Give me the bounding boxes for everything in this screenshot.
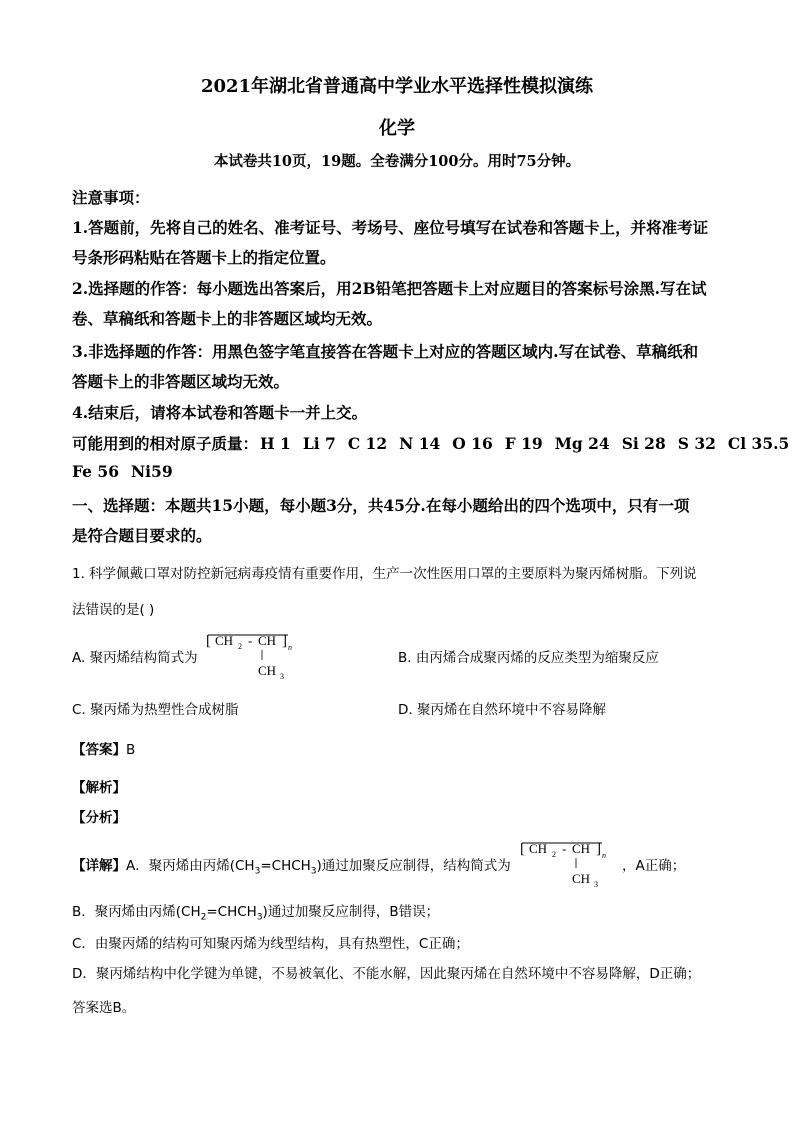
notice-heading: 注意事项：: [72, 188, 150, 207]
atomic-mass: S 32: [677, 434, 716, 453]
detail-b-text: )通过加聚反应制得，B错误；: [262, 904, 440, 920]
detail-b-text: B．聚丙烯由丙烯(CH: [72, 904, 201, 920]
option-d: D. 聚丙烯在自然环境中不容易降解: [398, 702, 606, 718]
formula-ch3-sub: 3: [280, 672, 284, 681]
answer-value: B: [126, 742, 136, 758]
formula-ch: CH: [258, 633, 277, 648]
analysis-tag: 【解析】: [72, 780, 126, 796]
formula-ch3-sub: 3: [594, 880, 598, 889]
atomic-mass: H 1: [260, 434, 291, 453]
atomic-mass: N 14: [399, 434, 441, 453]
formula-ch2: CH: [215, 633, 234, 648]
atomic-mass: Cl 35.5: [727, 434, 790, 453]
section-1-heading-line-2: 是符合题目要求的。: [72, 526, 212, 545]
subscript: 2: [200, 912, 207, 923]
detail-a-line: [72, 854, 511, 877]
notice-item-2-line-1: 2.选择题的作答：每小题选出答案后，用2B铅笔把答题卡上对应题目的答案标号涂黑.写在试: [72, 279, 707, 298]
formula-dash: -: [562, 841, 567, 856]
notice-item-3-line-2: 答题卡上的非答题区域均无效。: [72, 372, 290, 391]
atomic-mass: F 19: [504, 434, 543, 453]
atomic-mass: C 12: [347, 434, 388, 453]
formula-n: n: [288, 643, 292, 652]
formula-ch: CH: [572, 841, 591, 856]
polypropylene-formula-detail: [520, 838, 620, 890]
detail-b-text: =CHCH: [206, 904, 257, 920]
formula-ch2-sub: 2: [238, 642, 242, 651]
detail-c-line: C．由聚丙烯的结构可知聚丙烯为线型结构，具有热塑性，C正确；: [72, 936, 469, 952]
detail-a-end: ，A正确；: [622, 858, 686, 874]
exam-meta: 本试卷共10页，19题。全卷满分100分。用时75分钟。: [213, 153, 581, 170]
subscript: 3: [310, 866, 317, 877]
subject-heading: 化学: [379, 118, 415, 139]
detail-a-text: A．聚丙烯由丙烯(CH: [126, 858, 255, 874]
formula-dash: -: [248, 633, 253, 648]
section-1-heading-line-1: 一、选择题：本题共15小题，每小题3分，共45分.在每小题给出的四个选项中，只有一项: [72, 496, 690, 515]
detail-d-line: D．聚丙烯结构中化学键为单键，不易被氧化、不能水解，因此聚丙烯在自然环境中不容易降解，D正确；: [72, 966, 701, 982]
formula-bracket-left: [: [520, 841, 525, 857]
atomic-mass-row-1: [72, 432, 794, 454]
polypropylene-formula: [206, 630, 306, 682]
formula-bracket-left: [: [206, 633, 211, 649]
atomic-mass-label: 可能用到的相对原子质量：: [72, 434, 259, 453]
atomic-mass: Si 28: [621, 434, 666, 453]
subscript: 3: [256, 912, 263, 923]
question-1-stem-line-2: 法错误的是( ): [72, 602, 155, 618]
option-c: C. 聚丙烯为热塑性合成树脂: [72, 702, 239, 718]
option-b: B. 由丙烯合成聚丙烯的反应类型为缩聚反应: [398, 650, 659, 666]
formula-ch2-sub: 2: [552, 850, 556, 859]
detail-b-line: [72, 900, 439, 923]
notice-item-3-line-1: 3.非选择题的作答：用黑色签字笔直接答在答题卡上对应的答题区域内.写在试卷、草稿纸和: [72, 342, 699, 361]
answer-tag: 【答案】: [72, 742, 126, 758]
formula-ch3: CH: [572, 871, 591, 886]
atomic-mass: Mg 24: [554, 434, 610, 453]
question-1-stem-line-1: 1. 科学佩戴口罩对防控新冠病毒疫情有重要作用，生产一次性医用口罩的主要原料为聚丙烯树脂。下列说: [72, 566, 697, 582]
atomic-mass: O 16: [452, 434, 493, 453]
formula-ch3: CH: [258, 663, 277, 678]
atomic-mass-row-2: [72, 462, 185, 481]
subscript: 3: [254, 866, 261, 877]
detail-tag: 【详解】: [72, 858, 126, 874]
atomic-mass: Li 7: [302, 434, 336, 453]
formula-n: n: [602, 851, 606, 860]
notice-item-2-line-2: 卷、草稿纸和答题卡上的非答题区域均无效。: [72, 309, 383, 328]
detail-a-text: =CHCH: [260, 858, 311, 874]
notice-item-4: 4.结束后，请将本试卷和答题卡一并上交。: [72, 403, 368, 422]
atomic-mass: Fe 56: [72, 462, 119, 481]
conclusion-line: 答案选B。: [72, 1000, 136, 1016]
page-title: 2021年湖北省普通高中学业水平选择性模拟演练: [200, 76, 594, 97]
option-a: A. 聚丙烯结构简式为: [72, 650, 198, 666]
notice-item-1-line-1: 1.答题前，先将自己的姓名、准考证号、考场号、座位号填写在试卷和答题卡上，并将准考证: [72, 218, 709, 237]
detail-a-text: )通过加聚反应制得，结构简式为: [316, 858, 511, 874]
answer-line: [72, 738, 135, 758]
fenxi-tag: 【分析】: [72, 810, 126, 826]
formula-bracket-right: ]: [282, 633, 287, 649]
formula-bracket-right: ]: [596, 841, 601, 857]
atomic-mass: Ni59: [130, 462, 173, 481]
notice-item-1-line-2: 号条形码粘贴在答题卡上的指定位置。: [72, 248, 336, 267]
formula-ch2: CH: [529, 841, 548, 856]
